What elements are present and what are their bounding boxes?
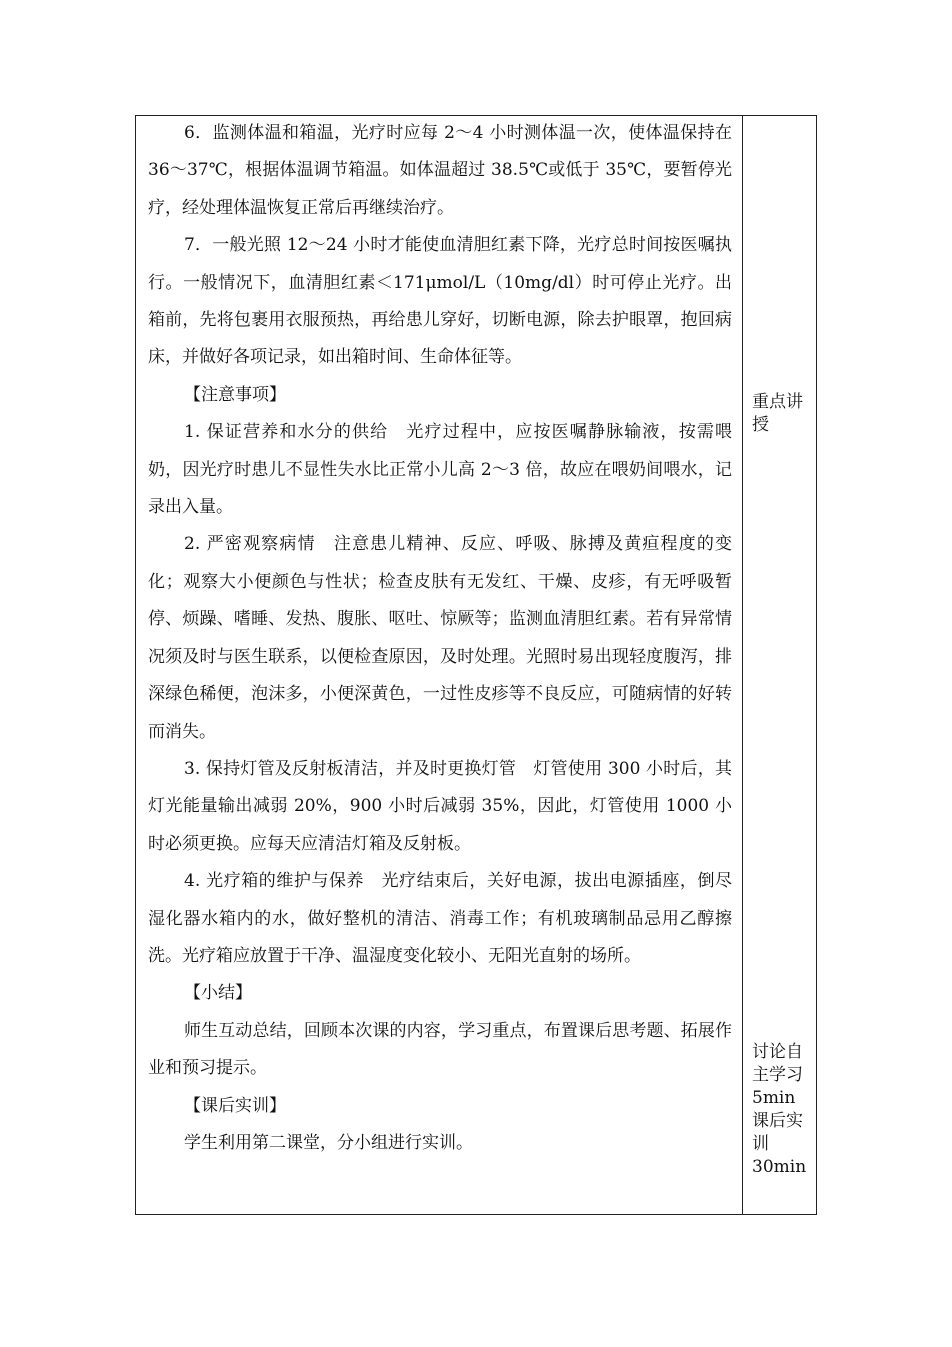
side-note-line: 主学习 (752, 1065, 803, 1085)
side-note-line: 课后实 (752, 1111, 803, 1131)
side-note-line: 训 (752, 1134, 769, 1154)
practice-text: 学生利用第二课堂，分小组进行实训。 (184, 1132, 473, 1153)
side-note-line: 5min (752, 1088, 796, 1108)
paragraph-phototherapy-duration: 7．一般光照 12～24 小时才能使血清胆红素下降，光疗总时间按医嘱执行。一般情况下，血清胆红素＜171μmol/L（10mg/dl）时可停止光疗。出箱前，先将包裹用衣服预热，再给患儿穿好，切断电源，除去护眼罩，抱回病床，并做好各项记录，如出箱时间、生命体征等。 (148, 235, 732, 368)
summary-heading: 【小结】 (184, 983, 252, 1004)
note-box-maintenance: 4. 光疗箱的维护与保养 光疗结束后，关好电源，拔出电源插座，倒尽湿化器水箱内的水，做好整机的清洁、消毒工作；有机玻璃制品忌用乙醇擦洗。光疗箱应放置于干净、温湿度变化较小、无阳光直射的场所。 (148, 871, 732, 966)
side-note-discussion (744, 1041, 816, 1179)
lesson-table (135, 115, 817, 1215)
side-note-key-teaching: 重点讲授 (752, 392, 803, 435)
column-divider (742, 116, 743, 1214)
side-note-line: 30min (752, 1157, 807, 1177)
notes-heading: 【注意事项】 (184, 384, 286, 405)
side-note-line: 讨论自 (752, 1042, 803, 1062)
summary-text: 师生互动总结，回顾本次课的内容，学习重点，布置课后思考题、拓展作业和预习提示。 (148, 1020, 732, 1079)
note-observation: 2. 严密观察病情 注意患儿精神、反应、呼吸、脉搏及黄疸程度的变化；观察大小便颜色与性状；检查皮肤有无发红、干燥、皮疹，有无呼吸暂停、烦躁、嗜睡、发热、腹胀、呕吐、惊厥等；监测血清胆红素。若有异常情况须及时与医生联系，以便检查原因，及时处理。光照时易出现轻度腹泻，排深绿色稀便，泡沫多，小便深黄色，一过性皮疹等不良反应，可随病情的好转而消失。 (148, 534, 732, 742)
practice-heading: 【课后实训】 (184, 1095, 286, 1116)
content-cell (136, 116, 742, 1214)
paragraph-monitor-temperature: 6．监测体温和箱温，光疗时应每 2～4 小时测体温一次，使体温保持在 36～37℃，根据体温调节箱温。如体温超过 38.5℃或低于 35℃，要暂停光疗，经处理体温恢复正常后再继续治疗。 (148, 123, 732, 218)
note-lamp-maintenance: 3. 保持灯管及反射板清洁，并及时更换灯管 灯管使用 300 小时后，其灯光能量输出减弱 20%，900 小时后减弱 35%，因此，灯管使用 1000 小时必须更换。应每天应清洁灯箱及反射板。 (148, 758, 732, 854)
note-nutrition: 1. 保证营养和水分的供给 光疗过程中，应按医嘱静脉输液，按需喂奶，因光疗时患儿不显性失水比正常小儿高 2～3 倍，故应在喂奶间喂水，记录出入量。 (148, 422, 732, 518)
